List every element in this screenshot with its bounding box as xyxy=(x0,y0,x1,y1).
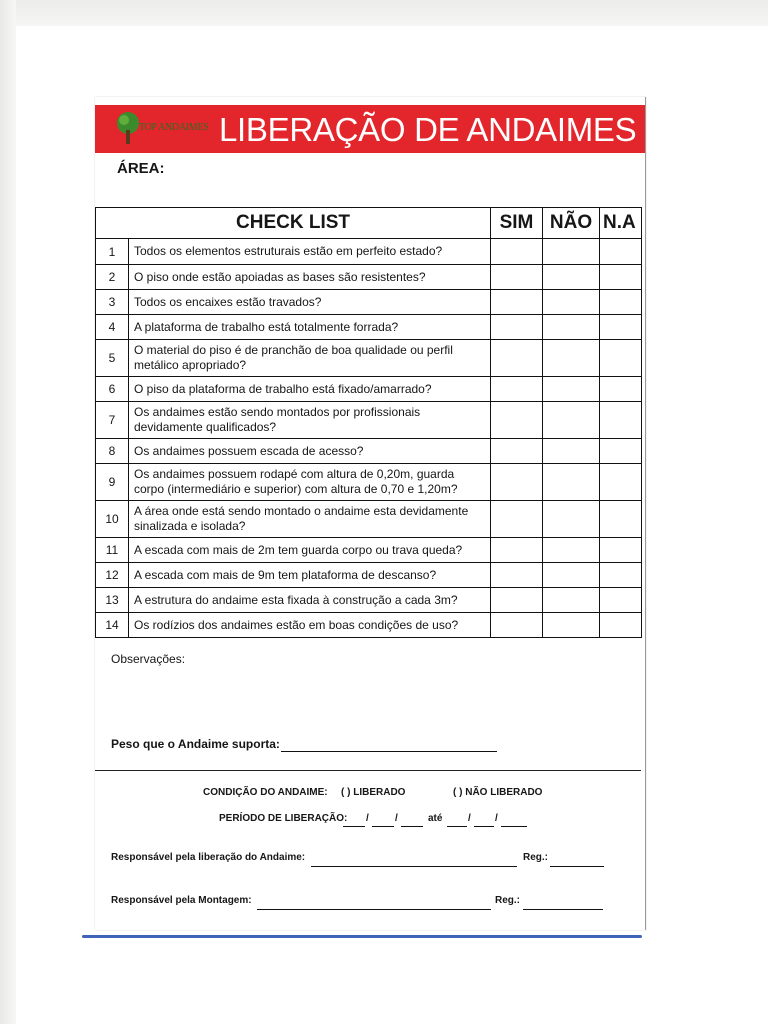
checklist-row xyxy=(96,265,642,290)
checklist-row xyxy=(96,464,642,501)
section-divider xyxy=(95,770,641,771)
check-sim-cell[interactable] xyxy=(491,464,543,501)
periodo-start-month-field[interactable] xyxy=(372,826,394,827)
item-question: A escada com mais de 9m tem plataforma de descanso? xyxy=(129,563,491,588)
column-sim: SIM xyxy=(491,208,543,239)
column-na: N.A xyxy=(600,208,642,239)
checklist-row xyxy=(96,290,642,315)
checklist-row xyxy=(96,377,642,402)
check-nao-cell[interactable] xyxy=(543,265,600,290)
liberacao-form xyxy=(95,97,646,930)
check-sim-cell[interactable] xyxy=(491,439,543,464)
item-question: O piso onde estão apoiadas as bases são resistentes? xyxy=(129,265,491,290)
observacoes-label: Observações: xyxy=(111,652,186,666)
item-number: 5 xyxy=(96,340,129,377)
check-na-cell[interactable] xyxy=(600,439,642,464)
checklist-header-row xyxy=(96,208,642,239)
reg-montagem-field[interactable] xyxy=(523,909,603,910)
reg-label: Reg.: xyxy=(523,852,548,863)
check-sim-cell[interactable] xyxy=(491,588,543,613)
check-sim-cell[interactable] xyxy=(491,538,543,563)
scan-edge-left xyxy=(0,0,16,1024)
check-na-cell[interactable] xyxy=(600,538,642,563)
item-question: A área onde está sendo montado o andaime esta devidamente sinalizada e isolada? xyxy=(129,501,491,538)
checklist-row xyxy=(96,538,642,563)
responsavel-montagem-label: Responsável pela Montagem: xyxy=(111,895,252,906)
checklist-row xyxy=(96,340,642,377)
periodo-label: PERÍODO DE LIBERAÇÃO: xyxy=(219,813,348,824)
date-slash: / xyxy=(468,813,471,824)
periodo-start-day-field[interactable] xyxy=(343,826,365,827)
check-na-cell[interactable] xyxy=(600,501,642,538)
check-na-cell[interactable] xyxy=(600,563,642,588)
peso-label: Peso que o Andaime suporta: xyxy=(111,737,280,751)
item-number: 2 xyxy=(96,265,129,290)
form-title: LIBERAÇÃO DE ANDAIMES xyxy=(219,111,637,148)
periodo-end-day-field[interactable] xyxy=(447,826,467,827)
item-question: Todos os encaixes estão travados? xyxy=(129,290,491,315)
item-number: 3 xyxy=(96,290,129,315)
reg-liberacao-field[interactable] xyxy=(550,866,604,867)
item-question: A plataforma de trabalho está totalmente forrada? xyxy=(129,315,491,340)
form-header xyxy=(95,105,645,153)
ate-label: até xyxy=(428,813,443,824)
check-sim-cell[interactable] xyxy=(491,613,543,638)
item-question: A escada com mais de 2m tem guarda corpo ou trava queda? xyxy=(129,538,491,563)
item-question: O material do piso é de pranchão de boa qualidade ou perfil metálico apropriado? xyxy=(129,340,491,377)
condicao-label: CONDIÇÃO DO ANDAIME: xyxy=(203,787,328,798)
date-slash: / xyxy=(495,813,498,824)
checklist-row xyxy=(96,588,642,613)
checklist-body xyxy=(96,239,642,638)
item-question: Todos os elementos estruturais estão em perfeito estado? xyxy=(129,239,491,265)
tree-logo-icon xyxy=(115,108,141,148)
responsavel-liberacao-label: Responsável pela liberação do Andaime: xyxy=(111,852,306,863)
check-na-cell[interactable] xyxy=(600,265,642,290)
item-number: 10 xyxy=(96,501,129,538)
item-question: Os andaimes estão sendo montados por profissionais devidamente qualificados? xyxy=(129,402,491,439)
check-nao-cell[interactable] xyxy=(543,402,600,439)
check-nao-cell[interactable] xyxy=(543,315,600,340)
item-number: 13 xyxy=(96,588,129,613)
checklist-row xyxy=(96,239,642,265)
check-sim-cell[interactable] xyxy=(491,340,543,377)
item-number: 12 xyxy=(96,563,129,588)
logo-text: TOP ANDAIMES xyxy=(139,122,209,133)
periodo-start-year-field[interactable] xyxy=(401,826,423,827)
date-slash: / xyxy=(366,813,369,824)
scan-line xyxy=(82,935,642,938)
liberado-checkbox[interactable]: ( ) LIBERADO xyxy=(341,787,406,798)
check-na-cell[interactable] xyxy=(600,239,642,265)
check-nao-cell[interactable] xyxy=(543,239,600,265)
item-number: 4 xyxy=(96,315,129,340)
checklist-table xyxy=(95,207,642,638)
check-na-cell[interactable] xyxy=(600,377,642,402)
checklist-row xyxy=(96,501,642,538)
responsavel-montagem-field[interactable] xyxy=(257,909,491,910)
item-number: 1 xyxy=(96,239,129,265)
checklist-row xyxy=(96,613,642,638)
check-nao-cell[interactable] xyxy=(543,439,600,464)
check-sim-cell[interactable] xyxy=(491,501,543,538)
item-question: Os andaimes possuem rodapé com altura de 0,20m, guarda corpo (intermediário e superior) com altura de 0,70 e 1,20m? xyxy=(129,464,491,501)
periodo-end-month-field[interactable] xyxy=(474,826,494,827)
area-label: ÁREA: xyxy=(117,160,165,177)
check-sim-cell[interactable] xyxy=(491,290,543,315)
item-question: Os andaimes possuem escada de acesso? xyxy=(129,439,491,464)
date-slash: / xyxy=(395,813,398,824)
check-nao-cell[interactable] xyxy=(543,588,600,613)
checklist-row xyxy=(96,439,642,464)
check-sim-cell[interactable] xyxy=(491,377,543,402)
check-sim-cell[interactable] xyxy=(491,239,543,265)
checklist-row xyxy=(96,315,642,340)
check-na-cell[interactable] xyxy=(600,340,642,377)
check-sim-cell[interactable] xyxy=(491,265,543,290)
check-na-cell[interactable] xyxy=(600,613,642,638)
item-number: 14 xyxy=(96,613,129,638)
check-nao-cell[interactable] xyxy=(543,340,600,377)
item-number: 7 xyxy=(96,402,129,439)
item-question: A estrutura do andaime esta fixada à construção a cada 3m? xyxy=(129,588,491,613)
check-nao-cell[interactable] xyxy=(543,501,600,538)
check-na-cell[interactable] xyxy=(600,402,642,439)
column-nao: NÃO xyxy=(543,208,600,239)
check-sim-cell[interactable] xyxy=(491,402,543,439)
check-nao-cell[interactable] xyxy=(543,613,600,638)
check-nao-cell[interactable] xyxy=(543,290,600,315)
check-nao-cell[interactable] xyxy=(543,377,600,402)
check-na-cell[interactable] xyxy=(600,315,642,340)
check-nao-cell[interactable] xyxy=(543,563,600,588)
item-question: O piso da plataforma de trabalho está fixado/amarrado? xyxy=(129,377,491,402)
item-number: 6 xyxy=(96,377,129,402)
peso-field[interactable] xyxy=(281,751,497,752)
check-sim-cell[interactable] xyxy=(491,315,543,340)
check-na-cell[interactable] xyxy=(600,290,642,315)
reg-label: Reg.: xyxy=(495,895,520,906)
responsavel-liberacao-field[interactable] xyxy=(311,866,517,867)
check-na-cell[interactable] xyxy=(600,464,642,501)
checklist-row xyxy=(96,563,642,588)
item-question: Os rodízios dos andaimes estão em boas condições de uso? xyxy=(129,613,491,638)
check-nao-cell[interactable] xyxy=(543,538,600,563)
checklist-row xyxy=(96,402,642,439)
periodo-end-year-field[interactable] xyxy=(501,826,527,827)
checklist-title: CHECK LIST xyxy=(96,208,491,239)
check-na-cell[interactable] xyxy=(600,588,642,613)
check-nao-cell[interactable] xyxy=(543,464,600,501)
nao-liberado-checkbox[interactable]: ( ) NÃO LIBERADO xyxy=(453,787,543,798)
item-number: 11 xyxy=(96,538,129,563)
item-number: 8 xyxy=(96,439,129,464)
scan-edge-top xyxy=(0,0,768,26)
check-sim-cell[interactable] xyxy=(491,563,543,588)
item-number: 9 xyxy=(96,464,129,501)
